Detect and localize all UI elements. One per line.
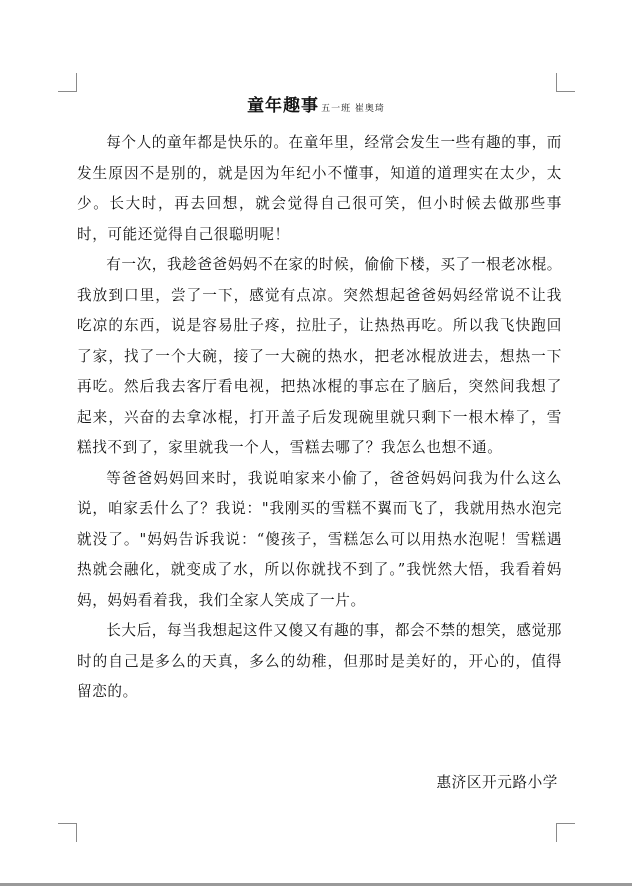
paragraph-4: 长大后，每当我想起这件又傻又有趣的事，都会不禁的想笑，感觉那时的自己是多么的天真，多么的幼稚，但那时是美好的，开心的，值得留恋的。 xyxy=(77,622,563,700)
document-title: 童年趣事 xyxy=(247,96,320,116)
essay-body xyxy=(77,128,562,708)
paragraph-3: 等爸爸妈妈回来时，我说咱家来小偷了，爸爸妈妈问我为什么这么说，咱家丢什么了？我说："我刚买的雪糕不翼而飞了，我就用热水泡完就没了。"妈妈告诉我说：“傻孩子，雪糕怎么可以用热水泡呢！雪糕遇热就会融化，就变成了水，所以你就找不到了。”我恍然大悟，我看着妈妈，妈妈看着我，我们全家人笑成了一片。 xyxy=(77,469,562,609)
paragraph-1: 每个人的童年都是快乐的。在童年里，经常会发生一些有趣的事，而发生原因不是别的，就是因为年纪小不懂事，知道的道理实在太少，太少。长大时，再去回想，就会觉得自己很可笑，但小时候去做那些事时，可能还觉得自己很聪明呢！ xyxy=(77,134,563,243)
title-block xyxy=(0,93,632,122)
crop-mark-top-right xyxy=(556,73,575,92)
crop-mark-bottom-right xyxy=(556,823,575,842)
paragraph-2: 有一次，我趁爸爸妈妈不在家的时候，偷偷下楼，买了一根老冰棍。我放到口里，尝了一下，感觉有点凉。突然想起爸爸妈妈经常说不让我吃凉的东西，说是容易肚子疼，拉肚子，让热热再吃。所以我飞快跑回了家，找了一个大碗，接了一大碗的热水，把老冰棍放进去，想热一下再吃。然后我去客厅看电视，把热冰棍的事忘在了脑后，突然间我想了起来，兴奋的去拿冰棍，打开盖子后发现碗里就只剩下一根木棒了，雪糕找不到了，家里就我一个人，雪糕去哪了？我怎么也想不通。 xyxy=(77,256,563,456)
school-signature: 惠济区开元路小学 xyxy=(436,774,558,791)
crop-mark-bottom-left xyxy=(58,823,77,842)
crop-mark-top-left xyxy=(58,73,77,92)
author-line: 五一班 崔奥琦 xyxy=(321,104,385,114)
